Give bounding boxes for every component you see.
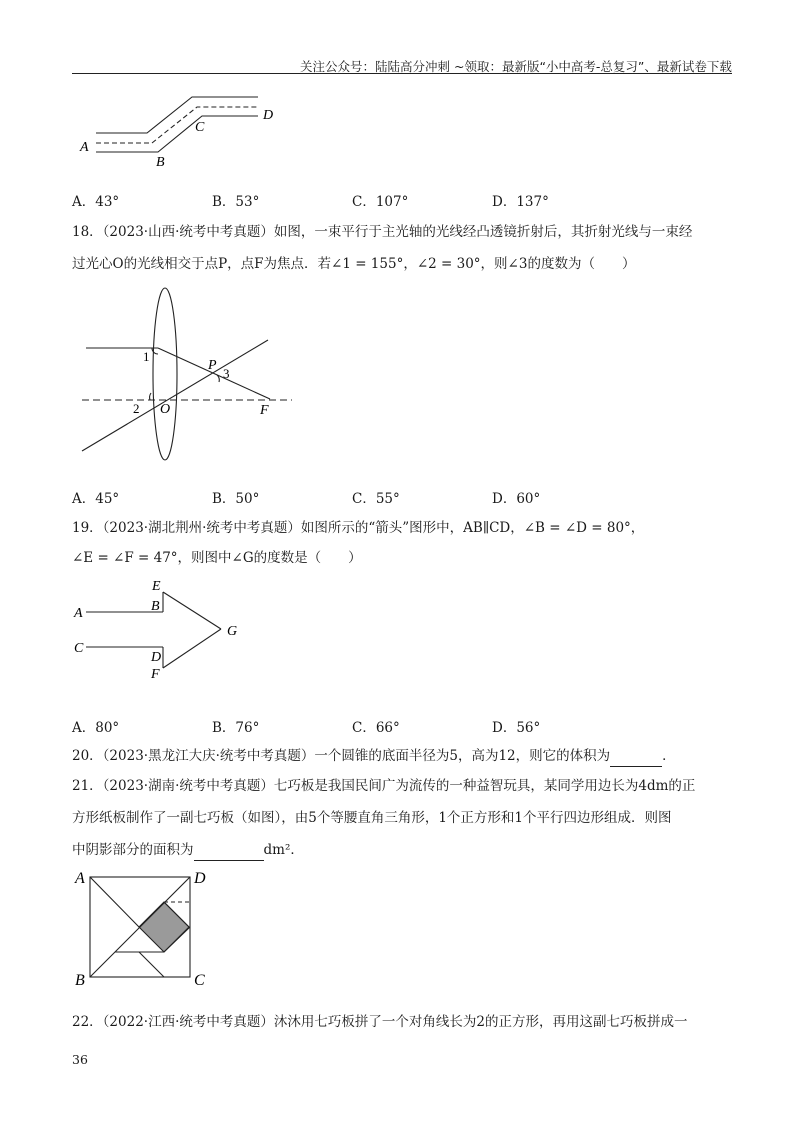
q17-choice-c[interactable]: C．107°	[352, 194, 409, 210]
q22-line-1: 22．（2022·江西·统考中考真题）沐沐用七巧板拼了一个对角线长为2的正方形，再用这副七巧板拼成一	[72, 1014, 688, 1030]
q21-line-1: 21．（2023·湖南·统考中考真题）七巧板是我国民间广为流传的一种益智玩具，某同学用边长为4dm的正	[72, 778, 696, 794]
q19-label-e: E	[152, 579, 161, 594]
q18-label-2: 2	[133, 401, 140, 416]
q20-line	[72, 746, 676, 767]
q19-choices	[72, 716, 732, 736]
q19-choice-d[interactable]: D．56°	[492, 720, 541, 736]
q18-choices	[72, 487, 732, 507]
q17-choice-a[interactable]: A．43°	[72, 194, 120, 210]
q18-label-f: F	[260, 403, 269, 418]
q17-choice-d[interactable]: D．137°	[492, 194, 549, 210]
q17-label-b: B	[156, 155, 165, 168]
q20-text: 20．（2023·黑龙江大庆·统考中考真题）一个圆锥的底面半径为5，高为12，则它的体积为	[72, 748, 611, 764]
q18-label-o: O	[160, 402, 171, 417]
page-header: 关注公众号：陆陆高分冲刺 ~领取：最新版“小中高考-总复习”、最新试卷下载	[300, 59, 732, 74]
q17-choice-b[interactable]: B．53°	[212, 194, 260, 210]
q17-figure	[72, 88, 292, 168]
q21-figure	[72, 864, 222, 994]
q21-label-d: D	[194, 870, 206, 887]
q19-figure	[72, 574, 272, 684]
q18-label-3: 3	[223, 366, 230, 381]
q21-label-c: C	[194, 972, 205, 989]
q21-label-a: A	[75, 870, 85, 887]
q21-answer-blank[interactable]	[194, 840, 264, 861]
q19-label-f: F	[151, 667, 160, 682]
q19-label-c: C	[74, 641, 84, 656]
q18-choice-c[interactable]: C．55°	[352, 491, 400, 507]
q18-figure	[72, 286, 312, 466]
header-rule	[72, 73, 732, 74]
q18-label-1: 1	[143, 349, 150, 364]
q20-end: ．	[662, 748, 676, 764]
q17-label-a: A	[80, 140, 89, 155]
q20-answer-blank[interactable]	[610, 746, 662, 767]
q21-line-3	[72, 840, 304, 861]
q19-label-g: G	[227, 624, 238, 639]
q19-choice-c[interactable]: C．66°	[352, 720, 400, 736]
q18-choice-a[interactable]: A．45°	[72, 491, 120, 507]
q19-label-a: A	[74, 606, 83, 621]
q19-line-1: 19．（2023·湖北荆州·统考中考真题）如图所示的“箭头”图形中，AB∥CD，∠B = ∠D = 80°，	[72, 520, 645, 536]
page-number: 36	[72, 1052, 88, 1067]
q19-choice-a[interactable]: A．80°	[72, 720, 120, 736]
q18-line-2: 过光心O的光线相交于点P，点F为焦点．若∠1 = 155°，∠2 = 30°，则∠3的度数为（ ）	[72, 256, 636, 272]
q19-choice-b[interactable]: B．76°	[212, 720, 260, 736]
q18-choice-d[interactable]: D．60°	[492, 491, 541, 507]
q21-unit: dm²．	[263, 842, 304, 858]
q21-text: 中阴影部分的面积为	[72, 842, 194, 858]
q17-label-c: C	[195, 120, 205, 135]
q21-line-2: 方形纸板制作了一副七巧板（如图），由5个等腰直角三角形，1个正方形和1个平行四边形组成．则图	[72, 810, 672, 826]
q19-label-b: B	[151, 599, 160, 614]
q18-choice-b[interactable]: B．50°	[212, 491, 260, 507]
q18-line-1: 18．（2023·山西·统考中考真题）如图，一束平行于主光轴的光线经凸透镜折射后，其折射光线与一束经	[72, 224, 693, 240]
q17-choices	[72, 190, 732, 210]
q17-label-d: D	[263, 108, 274, 123]
q19-line-2: ∠E = ∠F = 47°，则图中∠G的度数是（ ）	[72, 550, 362, 566]
q19-label-d: D	[151, 650, 162, 665]
q21-label-b: B	[75, 972, 85, 989]
q18-label-p: P	[208, 358, 217, 373]
